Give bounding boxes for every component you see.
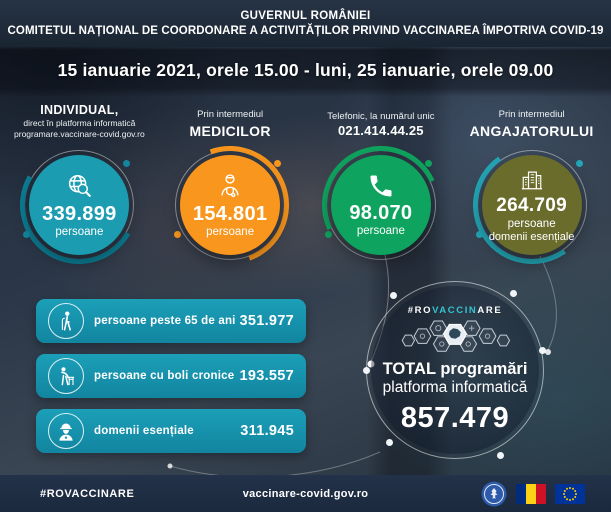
ring-dot [325,231,332,238]
channel-angajator [456,94,607,264]
ring-dot [497,452,504,459]
romania-flag-icon [516,484,546,504]
stat-circle [331,155,431,255]
reporting-period: 15 ianuarie 2021, orele 15.00 - luni, 25 ianuarie, orele 09.00 [57,60,554,80]
channel-subtitle: direct în platforma informatică [23,117,136,128]
ring-dot [476,231,483,238]
channel-angajator-circle [473,146,591,264]
channel-individual [4,94,155,264]
hashtag-accent: VACCIN [432,305,478,316]
channel-telefonic-circle [322,146,440,264]
channel-medici [155,94,306,264]
channel-title: INDIVIDUAL, [40,102,119,117]
globe-search-icon [64,171,94,201]
stat-unit: persoane [206,225,255,238]
channel-telefonic-header [327,94,434,140]
stat-unit: persoane [356,224,405,237]
stat-unit: persoane [507,217,556,230]
channel-title: ANGAJATORULUI [469,122,594,139]
total-content [371,286,539,454]
channel-subtitle: Prin intermediul [498,109,565,121]
channel-angajator-header [470,94,594,140]
buildings-icon [518,166,546,194]
category-row-over-65 [36,299,306,343]
category-row-essential [36,409,306,453]
ring-dot [390,292,397,299]
category-icon-badge [48,303,84,339]
stat-value: 264.709 [496,194,568,216]
category-value: 311.945 [240,423,294,439]
hashtag-prefix: #RO [407,305,433,316]
category-icon-badge [48,358,84,394]
total-circle [366,281,544,459]
footer-logos [481,481,585,507]
stat-circle [482,155,582,255]
channel-medici-circle [171,146,289,264]
ring-dot [363,367,370,374]
rovaccinare-wordmark [408,305,503,316]
stat-value: 154.801 [192,202,268,225]
ring-dot [510,290,517,297]
chronic-illness-icon [56,365,76,387]
ring-dot [539,347,546,354]
total-subtitle: platforma informatică [382,379,528,396]
ring-dot [425,160,432,167]
category-icon-badge [48,413,84,449]
category-label: persoane peste 65 de ani [94,315,236,327]
rovaccinare-hexagon-logo [389,316,521,358]
stat-value: 339.899 [42,202,117,225]
stat-value: 98.070 [349,201,413,224]
stat-circle [180,155,280,255]
stat-circle [29,155,129,255]
romanian-government-emblem-icon [481,481,507,507]
category-label: persoane cu boli cronice [94,370,235,382]
footer-hashtag: #ROVACCINARE [40,487,135,500]
committee-title: COMITETUL NAȚIONAL DE COORDONARE A ACTIVITĂȚILOR PRIVIND VACCINAREA ÎMPOTRIVA COVID-19 [7,25,604,37]
channel-medici-header [189,94,270,140]
channel-individual-circle [20,146,138,264]
channel-individual-header [14,94,145,140]
category-label: domenii esențiale [94,425,194,437]
total-value: 857.479 [400,402,510,434]
category-value: 351.977 [239,313,294,329]
eu-flag-icon [555,484,585,504]
channel-phone-number: 021.414.44.25 [337,123,424,139]
ring-dot [274,160,281,167]
ring-dot [386,439,393,446]
channel-title: MEDICILOR [189,122,271,139]
header-bar [0,0,611,47]
channel-subtitle: Prin intermediul [197,109,264,121]
doctor-icon [215,171,245,201]
category-list [36,299,306,464]
total-title: TOTAL programări [382,360,528,378]
hashtag-suffix: ARE [477,305,503,316]
footer-website: vaccinare-covid.gov.ro [242,487,369,500]
essential-worker-icon [56,420,76,442]
channels-row [4,94,607,264]
ring-dot [123,160,130,167]
ring-dot [576,160,583,167]
channel-subtitle: Telefonic, la numărul unic [327,110,435,122]
elderly-person-icon [56,310,76,332]
channel-url: programare.vaccinare-covid.gov.ro [14,128,145,139]
stat-unit-detail: domenii esențiale [488,231,575,244]
phone-icon [367,172,395,200]
stat-unit: persoane [55,225,104,238]
government-title: GUVERNUL ROMÂNIEI [240,10,371,22]
category-row-chronic [36,354,306,398]
footer-bar [0,475,611,512]
channel-telefonic [306,94,457,264]
category-value: 193.557 [239,368,294,384]
